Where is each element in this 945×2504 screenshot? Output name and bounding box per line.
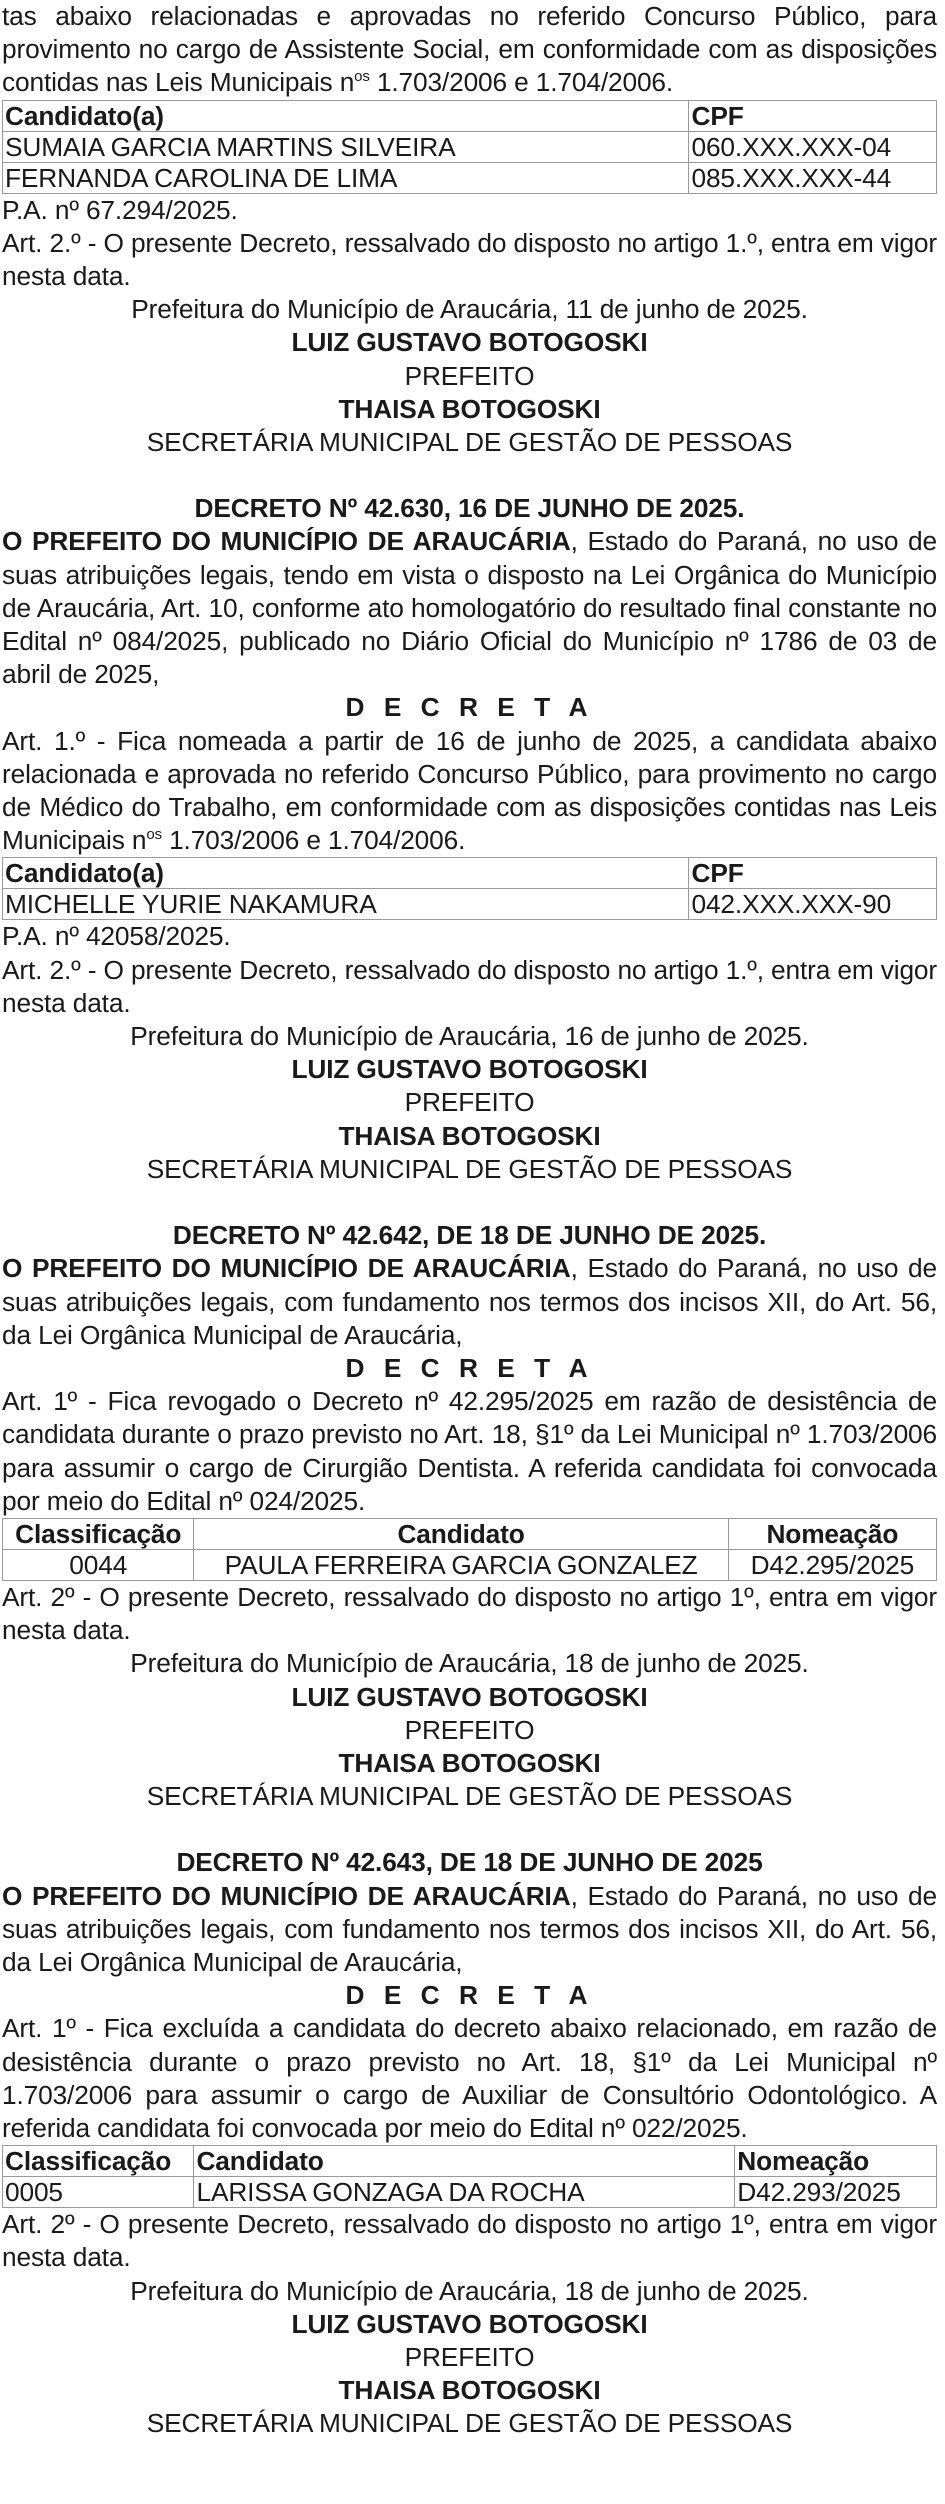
signatory-secretary: THAISA BOTOGOSKI (338, 393, 601, 424)
preamble-text: , Estado do Paraná, no uso de suas atribuições legais, tendo em vista o disposto na Lei Orgânica do Município de Araucária, Art. 10, conforme ato homologatório do resultado final constante no Edital nº 084/2025, publicado no Diário Oficial do Município nº 1786 de 03 de abril de 2025, (2, 526, 937, 690)
decree-42643 (2, 1846, 937, 2440)
table-row (3, 162, 937, 193)
signatory-secretary-role: SECRETÁRIA MUNICIPAL DE GESTÃO DE PESSOAS (146, 1781, 793, 1812)
table-row (3, 2177, 937, 2208)
nomination: D42.295/2025 (728, 1549, 936, 1580)
revocation-table (2, 1518, 937, 1581)
table-row (3, 131, 937, 162)
signatory-mayor-role: PREFEITO (404, 1087, 535, 1118)
column-header: Candidato(a) (3, 100, 689, 131)
place-date: Prefeitura do Município de Araucária, 11 de junho de 2025. (131, 294, 808, 325)
article-2: Art. 2.º - O presente Decreto, ressalvado do disposto no artigo 1.º, entra em vigor nesta data. (2, 227, 937, 292)
table-header-row (3, 100, 937, 131)
article-1 (2, 725, 937, 858)
process-number: P.A. nº 67.294/2025. (2, 194, 238, 225)
signatory-secretary: THAISA BOTOGOSKI (338, 1120, 601, 1151)
candidates-table (2, 857, 937, 920)
column-header: Candidato (194, 1518, 728, 1549)
candidates-table (2, 100, 937, 194)
candidate-name: LARISSA GONZAGA DA ROCHA (194, 2177, 735, 2208)
article-1: Art. 1º - Fica excluída a candidata do decreto abaixo relacionado, em razão de desistência durante o prazo previsto no Art. 18, §1º da Lei Municipal nº 1.703/2006 para assumir o cargo de Auxiliar de Consultório Odontológico. A referida candidata foi convocada por meio do Edital nº 022/2025. (2, 2013, 937, 2143)
spacer (2, 459, 937, 492)
signatory-mayor-role: PREFEITO (404, 1714, 535, 1745)
decree-continuation (2, 0, 937, 459)
classification: 0044 (3, 1549, 194, 1580)
signatory-secretary-role: SECRETÁRIA MUNICIPAL DE GESTÃO DE PESSOAS (146, 427, 793, 458)
candidate-name: SUMAIA GARCIA MARTINS SILVEIRA (3, 131, 689, 162)
decreta-heading: D E C R E T A (345, 1980, 594, 2011)
article-text: Art. 1.º - Fica nomeada a partir de 16 de junho de 2025, a candidata abaixo relacionada e aprovada no referido Concurso Público, para provimento no cargo de Médico do Trabalho, em conformidade com as disposições contidas nas Leis Municipais n (2, 725, 937, 856)
place-date: Prefeitura do Município de Araucária, 18 de junho de 2025. (130, 2275, 809, 2306)
signatory-secretary: THAISA BOTOGOSKI (338, 2375, 601, 2406)
column-header: Candidato(a) (3, 858, 689, 889)
decree-42642 (2, 1219, 937, 1813)
process-number: P.A. nº 42058/2025. (2, 921, 231, 952)
preamble-text: , Estado do Paraná, no uso de suas atribuições legais, com fundamento nos termos dos incisos XII, do Art. 56, da Lei Orgânica Municipal de Araucária, (2, 1880, 937, 1977)
column-header: Classificação (3, 1518, 194, 1549)
candidate-name: PAULA FERREIRA GARCIA GONZALEZ (194, 1549, 728, 1580)
place-date: Prefeitura do Município de Araucária, 16 de junho de 2025. (130, 1021, 809, 1052)
preamble-lead: O PREFEITO DO MUNICÍPIO DE ARAUCÁRIA (2, 1253, 571, 1284)
preamble-lead: O PREFEITO DO MUNICÍPIO DE ARAUCÁRIA (2, 1880, 571, 1911)
superscript: os (146, 826, 162, 844)
article-text-end: 1.703/2006 e 1.704/2006. (369, 67, 674, 98)
table-row (3, 1549, 937, 1580)
signatory-mayor: LUIZ GUSTAVO BOTOGOSKI (291, 2308, 648, 2339)
column-header: CPF (689, 858, 937, 889)
decree-title: DECRETO Nº 42.643, DE 18 DE JUNHO DE 2025 (176, 1847, 763, 1878)
classification: 0005 (3, 2177, 194, 2208)
column-header: Nomeação (728, 1518, 936, 1549)
column-header: CPF (689, 100, 937, 131)
decree-preamble (2, 1880, 937, 1980)
gazette-page (2, 0, 937, 2441)
decree-preamble (2, 525, 937, 691)
exclusion-table (2, 2145, 937, 2208)
column-header: Classificação (3, 2146, 194, 2177)
signatory-mayor-role: PREFEITO (404, 2341, 535, 2372)
signatory-secretary-role: SECRETÁRIA MUNICIPAL DE GESTÃO DE PESSOAS (146, 1153, 793, 1184)
preamble-text: , Estado do Paraná, no uso de suas atribuições legais, com fundamento nos termos dos incisos XII, do Art. 56, da Lei Orgânica Municipal de Araucária, (2, 1253, 937, 1350)
decree-title: DECRETO Nº 42.642, DE 18 DE JUNHO DE 2025. (172, 1220, 767, 1251)
table-row (3, 889, 937, 920)
superscript: os (354, 68, 370, 86)
spacer (2, 1813, 937, 1846)
table-header-row (3, 2146, 937, 2177)
article-text: tas abaixo relacionadas e aprovadas no referido Concurso Público, para provimento no cargo de Assistente Social, em conformidade com as disposições contidas nas Leis Municipais n (2, 1, 937, 98)
place-date: Prefeitura do Município de Araucária, 18 de junho de 2025. (130, 1648, 809, 1679)
signatory-mayor: LUIZ GUSTAVO BOTOGOSKI (291, 327, 648, 358)
candidate-cpf: 085.XXX.XXX-44 (689, 162, 937, 193)
signatory-secretary: THAISA BOTOGOSKI (338, 1747, 601, 1778)
article-1: Art. 1º - Fica revogado o Decreto nº 42.295/2025 em razão de desistência de candidata durante o prazo previsto no Art. 18, §1º da Lei Municipal nº 1.703/2006 para assumir o cargo de Cirurgião Dentista. A referida candidata foi convocada por meio do Edital nº 024/2025. (2, 1386, 937, 1516)
table-header-row (3, 858, 937, 889)
decreta-heading: D E C R E T A (345, 692, 594, 723)
article-text-end: 1.703/2006 e 1.704/2006. (161, 825, 466, 856)
candidate-cpf: 042.XXX.XXX-90 (689, 889, 937, 920)
article-1-continuation (2, 0, 937, 100)
decree-preamble (2, 1252, 937, 1352)
signatory-mayor: LUIZ GUSTAVO BOTOGOSKI (291, 1054, 648, 1085)
article-2: Art. 2º - O presente Decreto, ressalvado do disposto no artigo 1º, entra em vigor nesta data. (2, 1581, 937, 1646)
table-header-row (3, 1518, 937, 1549)
article-2: Art. 2.º - O presente Decreto, ressalvado do disposto no artigo 1.º, entra em vigor nesta data. (2, 954, 937, 1018)
candidate-cpf: 060.XXX.XXX-04 (689, 131, 937, 162)
candidate-name: MICHELLE YURIE NAKAMURA (3, 889, 689, 920)
signatory-mayor-role: PREFEITO (404, 360, 535, 391)
signatory-secretary-role: SECRETÁRIA MUNICIPAL DE GESTÃO DE PESSOAS (146, 2408, 793, 2439)
preamble-lead: O PREFEITO DO MUNICÍPIO DE ARAUCÁRIA (2, 526, 571, 557)
article-2: Art. 2º - O presente Decreto, ressalvado do disposto no artigo 1º, entra em vigor nesta data. (2, 2209, 937, 2273)
decree-42630 (2, 492, 937, 1186)
spacer (2, 1186, 937, 1219)
decree-title: DECRETO Nº 42.630, 16 DE JUNHO DE 2025. (194, 493, 745, 524)
signatory-mayor: LUIZ GUSTAVO BOTOGOSKI (291, 1681, 648, 1712)
column-header: Nomeação (735, 2146, 937, 2177)
column-header: Candidato (194, 2146, 735, 2177)
candidate-name: FERNANDA CAROLINA DE LIMA (3, 162, 689, 193)
nomination: D42.293/2025 (735, 2177, 937, 2208)
decreta-heading: D E C R E T A (345, 1352, 594, 1383)
